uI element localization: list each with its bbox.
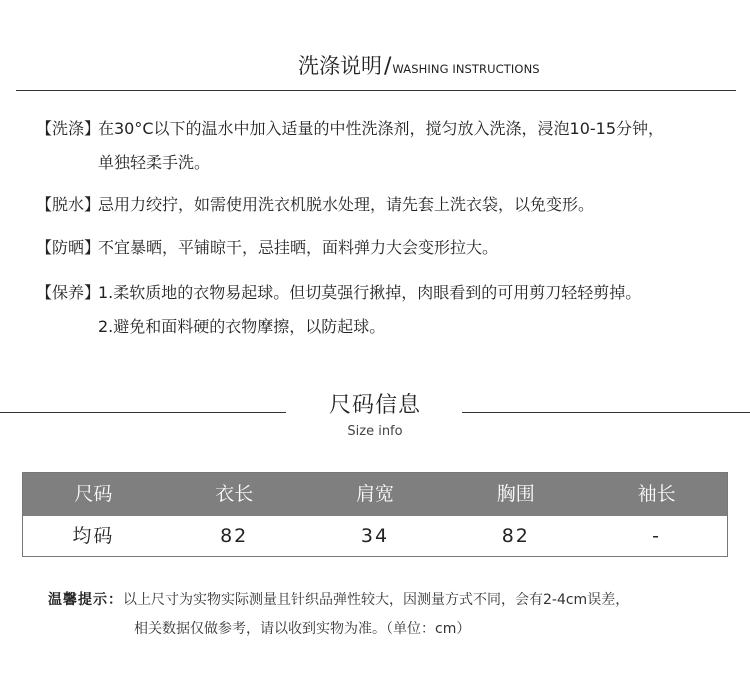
header-cell-size: 尺码 (74, 483, 113, 505)
wash-item-label: 【防晒】 (36, 238, 101, 257)
size-table (22, 472, 728, 557)
note-line-2: 相关数据仅做参考，请以收到实物为准。（单位：cm） (134, 621, 471, 637)
wash-item-label: 【洗涤】 (36, 119, 101, 138)
wash-item-text: 1.柔软质地的衣物易起球。但切莫强行揪掉，肉眼看到的可用剪刀轻轻剪掉。 (98, 283, 642, 302)
wash-item-spin-dry (36, 188, 736, 222)
wash-item-label: 【保养】 (36, 283, 101, 302)
wash-item-text: 在30°C以下的温水中加入适量的中性洗涤剂，搅匀放入洗涤，浸泡10-15分钟， (98, 119, 665, 138)
wash-item-text: 2.避免和面料硬的衣物摩擦，以防起球。 (98, 317, 386, 336)
cell-chest: 82 (501, 525, 530, 547)
cell-sleeve: - (652, 525, 662, 547)
size-title: 尺码信息 (328, 393, 421, 418)
size-subtitle: Size info (347, 424, 403, 439)
washing-instructions-header (16, 40, 736, 91)
wash-item-text: 单独轻柔手洗。 (98, 153, 211, 172)
warm-tip-note (48, 586, 738, 644)
cell-shoulder: 34 (360, 525, 390, 547)
wash-item-care (36, 276, 736, 344)
wash-item-washing (36, 112, 736, 180)
wash-item-label: 【脱水】 (36, 195, 101, 214)
table-row (23, 516, 727, 556)
washing-title (298, 50, 540, 80)
wash-item-sun-protection (36, 231, 736, 265)
washing-title-cn: 洗涤说明 (298, 54, 382, 78)
size-info-heading (0, 384, 750, 444)
title-separator: / (384, 54, 392, 79)
wash-item-text: 忌用力绞拧，如需使用洗衣机脱水处理，请先套上洗衣袋，以免变形。 (98, 195, 595, 214)
wash-item-text: 不宜暴晒，平铺晾干，忌挂晒，面料弹力大会变形拉大。 (98, 238, 499, 257)
cell-length: 82 (220, 525, 249, 547)
header-cell-length: 衣长 (215, 483, 254, 505)
header-cell-shoulder: 肩宽 (355, 483, 394, 505)
note-label: 温馨提示： (48, 592, 123, 608)
size-table-header (23, 473, 727, 516)
cell-size: 均码 (72, 525, 115, 547)
washing-title-en: WASHING INSTRUCTIONS (392, 62, 540, 76)
header-cell-chest: 胸围 (496, 483, 535, 505)
header-cell-sleeve: 袖长 (637, 483, 676, 505)
note-line-1: 以上尺寸为实物实际测量且针织品弹性较大，因测量方式不同，会有2-4cm误差， (123, 592, 630, 608)
